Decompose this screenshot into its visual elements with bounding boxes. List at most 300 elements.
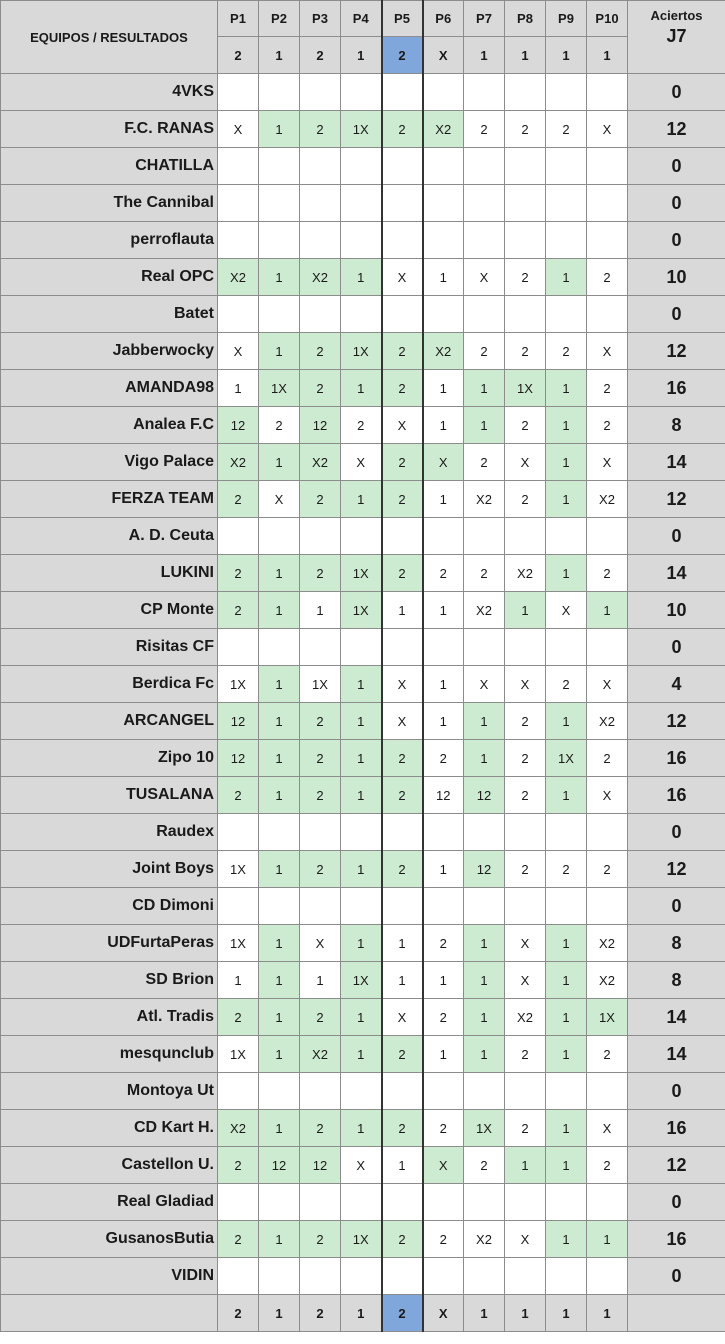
result-p6: X	[423, 37, 464, 74]
pick-cell-p3	[300, 518, 341, 555]
table-row	[1, 740, 725, 777]
table-row	[1, 333, 725, 370]
score-cell: 16	[628, 370, 725, 407]
pick-cell-p8	[505, 629, 546, 666]
pick-cell-p2	[259, 1184, 300, 1221]
footer-score-blank	[628, 1295, 725, 1332]
pick-cell-p4: 1	[341, 851, 382, 888]
table-row	[1, 111, 725, 148]
pick-cell-p10: 2	[587, 851, 628, 888]
team-name: GusanosButia	[1, 1221, 218, 1258]
pick-cell-p8: X	[505, 1221, 546, 1258]
pick-cell-p5: 1	[382, 925, 423, 962]
pick-cell-p1: X2	[218, 259, 259, 296]
pick-cell-p8: 1	[505, 1147, 546, 1184]
pick-cell-p2	[259, 296, 300, 333]
result-p1: 2	[218, 37, 259, 74]
table-row	[1, 1184, 725, 1221]
pick-cell-p7: 2	[464, 333, 505, 370]
pick-cell-p2: 1	[259, 703, 300, 740]
pick-cell-p9: 1	[546, 999, 587, 1036]
pick-cell-p7: 1	[464, 703, 505, 740]
footer-result-p9: 1	[546, 1295, 587, 1332]
pick-cell-p10: 2	[587, 259, 628, 296]
pick-cell-p10: X2	[587, 962, 628, 999]
pick-cell-p6: 2	[423, 740, 464, 777]
score-cell: 14	[628, 555, 725, 592]
team-rows	[1, 74, 725, 1295]
pick-cell-p6: 2	[423, 925, 464, 962]
pick-cell-p2: 1X	[259, 370, 300, 407]
pick-cell-p3: 2	[300, 740, 341, 777]
pick-cell-p4: 1	[341, 740, 382, 777]
pick-cell-p3: 2	[300, 555, 341, 592]
pick-cell-p6: 1	[423, 962, 464, 999]
pick-cell-p5	[382, 185, 423, 222]
pick-cell-p5: X	[382, 259, 423, 296]
table-row	[1, 629, 725, 666]
pick-cell-p6: X2	[423, 333, 464, 370]
column-header-p3: P3	[300, 1, 341, 37]
team-name: Batet	[1, 296, 218, 333]
pick-cell-p9: 1	[546, 1147, 587, 1184]
pick-cell-p9: 2	[546, 851, 587, 888]
table-row	[1, 74, 725, 111]
pick-cell-p4: X	[341, 444, 382, 481]
score-cell: 16	[628, 1221, 725, 1258]
pick-cell-p8: X	[505, 925, 546, 962]
table-row	[1, 925, 725, 962]
pick-cell-p7: X	[464, 666, 505, 703]
pick-cell-p9	[546, 1073, 587, 1110]
pick-cell-p4: 1	[341, 925, 382, 962]
pick-cell-p3: 1X	[300, 666, 341, 703]
pick-cell-p1	[218, 1184, 259, 1221]
pick-cell-p8	[505, 814, 546, 851]
pick-cell-p6: 1	[423, 407, 464, 444]
pick-cell-p3	[300, 1073, 341, 1110]
pick-cell-p1: 12	[218, 407, 259, 444]
pick-cell-p5: 2	[382, 740, 423, 777]
pick-cell-p10: 1	[587, 1221, 628, 1258]
pick-cell-p1	[218, 888, 259, 925]
score-cell: 8	[628, 925, 725, 962]
team-name: Vigo Palace	[1, 444, 218, 481]
pick-cell-p9: 1	[546, 370, 587, 407]
result-p3: 2	[300, 37, 341, 74]
pick-cell-p5: X	[382, 666, 423, 703]
pick-cell-p8: 2	[505, 259, 546, 296]
score-cell: 0	[628, 74, 725, 111]
table-row	[1, 851, 725, 888]
pick-cell-p10: X2	[587, 925, 628, 962]
pick-cell-p9	[546, 629, 587, 666]
pick-cell-p4: 1X	[341, 962, 382, 999]
pick-cell-p10	[587, 1258, 628, 1295]
pick-cell-p4: 1	[341, 1036, 382, 1073]
pick-cell-p3: 2	[300, 999, 341, 1036]
pick-cell-p9	[546, 1258, 587, 1295]
pick-cell-p2: X	[259, 481, 300, 518]
pick-cell-p4	[341, 185, 382, 222]
pick-cell-p1	[218, 814, 259, 851]
pick-cell-p8: 2	[505, 407, 546, 444]
pick-cell-p3: 12	[300, 1147, 341, 1184]
score-cell: 0	[628, 1073, 725, 1110]
table-row	[1, 666, 725, 703]
pick-cell-p6: X	[423, 444, 464, 481]
pick-cell-p1	[218, 148, 259, 185]
pick-cell-p2: 1	[259, 259, 300, 296]
footer-result-p1: 2	[218, 1295, 259, 1332]
pick-cell-p5	[382, 888, 423, 925]
aciertos-label: Aciertos	[650, 8, 703, 23]
team-name: 4VKS	[1, 74, 218, 111]
pick-cell-p1: 1X	[218, 1036, 259, 1073]
footer-result-p7: 1	[464, 1295, 505, 1332]
score-cell: 0	[628, 629, 725, 666]
pick-cell-p2: 1	[259, 444, 300, 481]
pick-cell-p4: X	[341, 1147, 382, 1184]
pick-cell-p2	[259, 629, 300, 666]
pick-cell-p6	[423, 814, 464, 851]
pick-cell-p8	[505, 185, 546, 222]
pick-cell-p6: 1	[423, 592, 464, 629]
pick-cell-p2: 1	[259, 1221, 300, 1258]
pick-cell-p8: 2	[505, 851, 546, 888]
pick-cell-p1	[218, 185, 259, 222]
table-row	[1, 592, 725, 629]
pick-cell-p9: X	[546, 592, 587, 629]
pick-cell-p1: 2	[218, 555, 259, 592]
pick-cell-p10: 2	[587, 1036, 628, 1073]
pick-cell-p10: X	[587, 444, 628, 481]
pick-cell-p4: 1X	[341, 111, 382, 148]
team-name: CHATILLA	[1, 148, 218, 185]
team-name: Raudex	[1, 814, 218, 851]
pick-cell-p7	[464, 74, 505, 111]
table-row	[1, 703, 725, 740]
pick-cell-p10	[587, 296, 628, 333]
footer-row-results	[1, 1295, 725, 1332]
pick-cell-p10	[587, 148, 628, 185]
result-p5: 2	[382, 37, 423, 74]
team-name: CP Monte	[1, 592, 218, 629]
pick-cell-p10: 2	[587, 740, 628, 777]
pick-cell-p3: X2	[300, 1036, 341, 1073]
team-name: Joint Boys	[1, 851, 218, 888]
pick-cell-p10: 1	[587, 592, 628, 629]
pick-cell-p9: 1	[546, 962, 587, 999]
pick-cell-p8: 2	[505, 740, 546, 777]
pick-cell-p2: 1	[259, 851, 300, 888]
footer-result-p6: X	[423, 1295, 464, 1332]
pick-cell-p7	[464, 222, 505, 259]
score-cell: 16	[628, 1110, 725, 1147]
pick-cell-p7	[464, 1258, 505, 1295]
score-cell: 12	[628, 333, 725, 370]
pick-cell-p7: 2	[464, 111, 505, 148]
pick-cell-p4: 1X	[341, 592, 382, 629]
pick-cell-p3: 2	[300, 481, 341, 518]
pick-cell-p8: 2	[505, 481, 546, 518]
pick-cell-p7	[464, 888, 505, 925]
pick-cell-p6	[423, 296, 464, 333]
pick-cell-p10: 2	[587, 1147, 628, 1184]
pick-cell-p8: 2	[505, 333, 546, 370]
pick-cell-p6: 2	[423, 1110, 464, 1147]
pick-cell-p9	[546, 148, 587, 185]
score-cell: 14	[628, 444, 725, 481]
pick-cell-p4	[341, 1073, 382, 1110]
pick-cell-p3: 12	[300, 407, 341, 444]
pick-cell-p9: 1	[546, 481, 587, 518]
column-header-p5: P5	[382, 1, 423, 37]
header-row-columns	[1, 1, 725, 37]
pick-cell-p3	[300, 888, 341, 925]
pick-cell-p2: 1	[259, 999, 300, 1036]
pick-cell-p4: 1	[341, 259, 382, 296]
pick-cell-p3	[300, 185, 341, 222]
pick-cell-p5	[382, 296, 423, 333]
pick-cell-p8: 2	[505, 777, 546, 814]
pick-cell-p4: 1	[341, 1110, 382, 1147]
pick-cell-p7	[464, 814, 505, 851]
team-name: Real OPC	[1, 259, 218, 296]
pick-cell-p5: 1	[382, 962, 423, 999]
score-cell: 12	[628, 703, 725, 740]
pick-cell-p2	[259, 888, 300, 925]
score-cell: 16	[628, 740, 725, 777]
score-cell: 8	[628, 407, 725, 444]
pick-cell-p10: X2	[587, 481, 628, 518]
score-cell: 0	[628, 296, 725, 333]
team-name: A. D. Ceuta	[1, 518, 218, 555]
pick-cell-p8	[505, 1184, 546, 1221]
pick-cell-p10	[587, 222, 628, 259]
pick-cell-p10: X	[587, 777, 628, 814]
pick-cell-p4	[341, 1258, 382, 1295]
table-row	[1, 1073, 725, 1110]
pick-cell-p8: X	[505, 962, 546, 999]
pick-cell-p4: 1X	[341, 333, 382, 370]
pick-cell-p2	[259, 1258, 300, 1295]
team-name: CD Dimoni	[1, 888, 218, 925]
pick-cell-p8	[505, 518, 546, 555]
pick-cell-p9: 1	[546, 1110, 587, 1147]
score-cell: 0	[628, 148, 725, 185]
team-name: Analea F.C	[1, 407, 218, 444]
team-name: mesqunclub	[1, 1036, 218, 1073]
pick-cell-p10	[587, 185, 628, 222]
table-row	[1, 1147, 725, 1184]
footer-result-p4: 1	[341, 1295, 382, 1332]
pick-cell-p1: X	[218, 111, 259, 148]
pick-cell-p8: 2	[505, 1036, 546, 1073]
pick-cell-p5	[382, 814, 423, 851]
pick-cell-p7	[464, 629, 505, 666]
pick-cell-p3: 2	[300, 703, 341, 740]
pick-cell-p8: X	[505, 444, 546, 481]
table-row	[1, 1110, 725, 1147]
column-header-p8: P8	[505, 1, 546, 37]
pick-cell-p8: X2	[505, 999, 546, 1036]
pick-cell-p5	[382, 1258, 423, 1295]
pick-cell-p2	[259, 185, 300, 222]
pick-cell-p2	[259, 74, 300, 111]
column-header-p7: P7	[464, 1, 505, 37]
pick-cell-p5: X	[382, 703, 423, 740]
table-row	[1, 296, 725, 333]
score-cell: 0	[628, 1258, 725, 1295]
pick-cell-p9: 1X	[546, 740, 587, 777]
pick-cell-p4	[341, 629, 382, 666]
pick-cell-p1: 2	[218, 1147, 259, 1184]
pick-cell-p6: 1	[423, 851, 464, 888]
pick-cell-p2	[259, 814, 300, 851]
pick-cell-p10: X	[587, 666, 628, 703]
pick-cell-p8: 2	[505, 703, 546, 740]
footer-result-p2: 1	[259, 1295, 300, 1332]
score-cell: 12	[628, 481, 725, 518]
pick-cell-p4: 1	[341, 777, 382, 814]
score-cell: 0	[628, 222, 725, 259]
pick-cell-p9: 1	[546, 555, 587, 592]
column-header-p1: P1	[218, 1, 259, 37]
pick-cell-p9: 1	[546, 777, 587, 814]
pick-cell-p1: 2	[218, 777, 259, 814]
pick-cell-p5	[382, 74, 423, 111]
table-header-label: EQUIPOS / RESULTADOS	[1, 1, 218, 74]
pick-cell-p7: 1	[464, 999, 505, 1036]
pick-cell-p8: 1X	[505, 370, 546, 407]
pick-cell-p5	[382, 148, 423, 185]
pick-cell-p8	[505, 222, 546, 259]
pick-cell-p1: 12	[218, 703, 259, 740]
pick-cell-p2: 1	[259, 592, 300, 629]
pick-cell-p9	[546, 74, 587, 111]
pick-cell-p6	[423, 518, 464, 555]
pick-cell-p1: 1X	[218, 925, 259, 962]
score-cell: 12	[628, 1147, 725, 1184]
pick-cell-p2: 12	[259, 1147, 300, 1184]
pick-cell-p7	[464, 296, 505, 333]
aciertos-header	[628, 1, 725, 74]
team-name: perroflauta	[1, 222, 218, 259]
pick-cell-p6: 1	[423, 370, 464, 407]
score-cell: 16	[628, 777, 725, 814]
pick-cell-p1: 12	[218, 740, 259, 777]
pick-cell-p7: X	[464, 259, 505, 296]
pick-cell-p6	[423, 629, 464, 666]
pick-cell-p4: 1	[341, 481, 382, 518]
pick-cell-p5: 2	[382, 333, 423, 370]
pick-cell-p1: 1	[218, 370, 259, 407]
pick-cell-p7: 1	[464, 407, 505, 444]
pick-cell-p5: 2	[382, 555, 423, 592]
pick-cell-p2	[259, 222, 300, 259]
pick-cell-p1: 1X	[218, 851, 259, 888]
table-row	[1, 1221, 725, 1258]
pick-cell-p6	[423, 888, 464, 925]
pick-cell-p3	[300, 1184, 341, 1221]
team-name: F.C. RANAS	[1, 111, 218, 148]
pick-cell-p5: X	[382, 999, 423, 1036]
pick-cell-p4	[341, 1184, 382, 1221]
pick-cell-p9: 1	[546, 407, 587, 444]
pick-cell-p4: 1X	[341, 1221, 382, 1258]
pick-cell-p7: 1	[464, 370, 505, 407]
pick-cell-p10	[587, 74, 628, 111]
table-row	[1, 888, 725, 925]
pick-cell-p6: 2	[423, 999, 464, 1036]
pick-cell-p10: X2	[587, 703, 628, 740]
pick-cell-p2: 1	[259, 925, 300, 962]
column-header-p9: P9	[546, 1, 587, 37]
pick-cell-p3	[300, 629, 341, 666]
team-name: TUSALANA	[1, 777, 218, 814]
pick-cell-p10: X	[587, 111, 628, 148]
pick-cell-p4	[341, 74, 382, 111]
pick-cell-p10: 2	[587, 407, 628, 444]
pick-cell-p1	[218, 518, 259, 555]
pick-cell-p3: 2	[300, 111, 341, 148]
pick-cell-p9: 2	[546, 333, 587, 370]
pick-cell-p7: X2	[464, 1221, 505, 1258]
result-p9: 1	[546, 37, 587, 74]
pick-cell-p1: 1X	[218, 666, 259, 703]
pick-cell-p2: 1	[259, 1036, 300, 1073]
pick-cell-p8	[505, 1073, 546, 1110]
pick-cell-p6: X	[423, 1147, 464, 1184]
footer-result-p10: 1	[587, 1295, 628, 1332]
pick-cell-p10	[587, 629, 628, 666]
pick-cell-p3: X2	[300, 259, 341, 296]
pick-cell-p6: 1	[423, 259, 464, 296]
pick-cell-p3	[300, 148, 341, 185]
pick-cell-p2: 1	[259, 555, 300, 592]
pick-cell-p6: 1	[423, 481, 464, 518]
team-name: Berdica Fc	[1, 666, 218, 703]
pick-cell-p3: 2	[300, 1110, 341, 1147]
pick-cell-p5	[382, 1184, 423, 1221]
pick-cell-p6	[423, 1258, 464, 1295]
pick-cell-p3: 1	[300, 592, 341, 629]
pick-cell-p1: X2	[218, 1110, 259, 1147]
pick-cell-p10	[587, 888, 628, 925]
table-row	[1, 407, 725, 444]
pick-cell-p1	[218, 1258, 259, 1295]
pick-cell-p7: 1X	[464, 1110, 505, 1147]
team-name: VIDIN	[1, 1258, 218, 1295]
team-name: AMANDA98	[1, 370, 218, 407]
pick-cell-p10	[587, 1073, 628, 1110]
pick-cell-p3	[300, 1258, 341, 1295]
pick-cell-p2: 2	[259, 407, 300, 444]
pick-cell-p10	[587, 814, 628, 851]
pick-cell-p10: 1X	[587, 999, 628, 1036]
pick-cell-p10: 2	[587, 555, 628, 592]
jornada-label: J7	[666, 26, 687, 46]
pick-cell-p7	[464, 148, 505, 185]
result-p2: 1	[259, 37, 300, 74]
pick-cell-p5: 2	[382, 777, 423, 814]
pick-cell-p1: 1	[218, 962, 259, 999]
pick-cell-p9: 1	[546, 259, 587, 296]
pick-cell-p5	[382, 222, 423, 259]
pick-cell-p9	[546, 814, 587, 851]
pick-cell-p9: 2	[546, 666, 587, 703]
